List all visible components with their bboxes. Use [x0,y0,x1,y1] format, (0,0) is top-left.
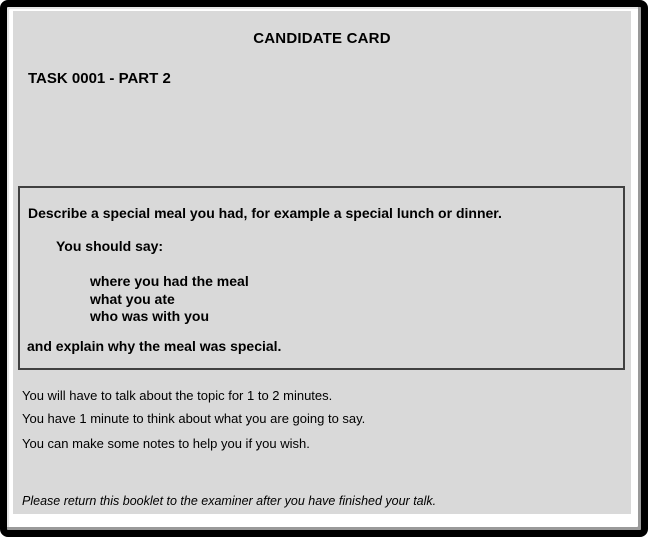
topic-text: Describe a special meal you had, for example a special lunch or dinner. [28,205,502,221]
topic-point: who was with you [90,308,210,324]
topic-closing: and explain why the meal was special. [27,338,282,354]
topic-points [90,273,249,326]
topic-point: what you ate [90,290,175,307]
card-title: CANDIDATE CARD [253,30,391,47]
task-heading: TASK 0001 - PART 2 [28,70,171,87]
say-intro: You should say: [56,238,164,254]
topic-point: where you had the meal [90,273,249,289]
footer-note: Please return this booklet to the examiner after you have finished your talk. [22,494,437,508]
instruction-line: You have 1 minute to think about what you are going to say. [22,411,366,426]
instruction-line: You can make some notes to help you if you wish. [22,436,310,451]
candidate-card [13,11,631,514]
instruction-line: You will have to talk about the topic for 1 to 2 minutes. [22,388,333,403]
topic-box [18,186,625,370]
